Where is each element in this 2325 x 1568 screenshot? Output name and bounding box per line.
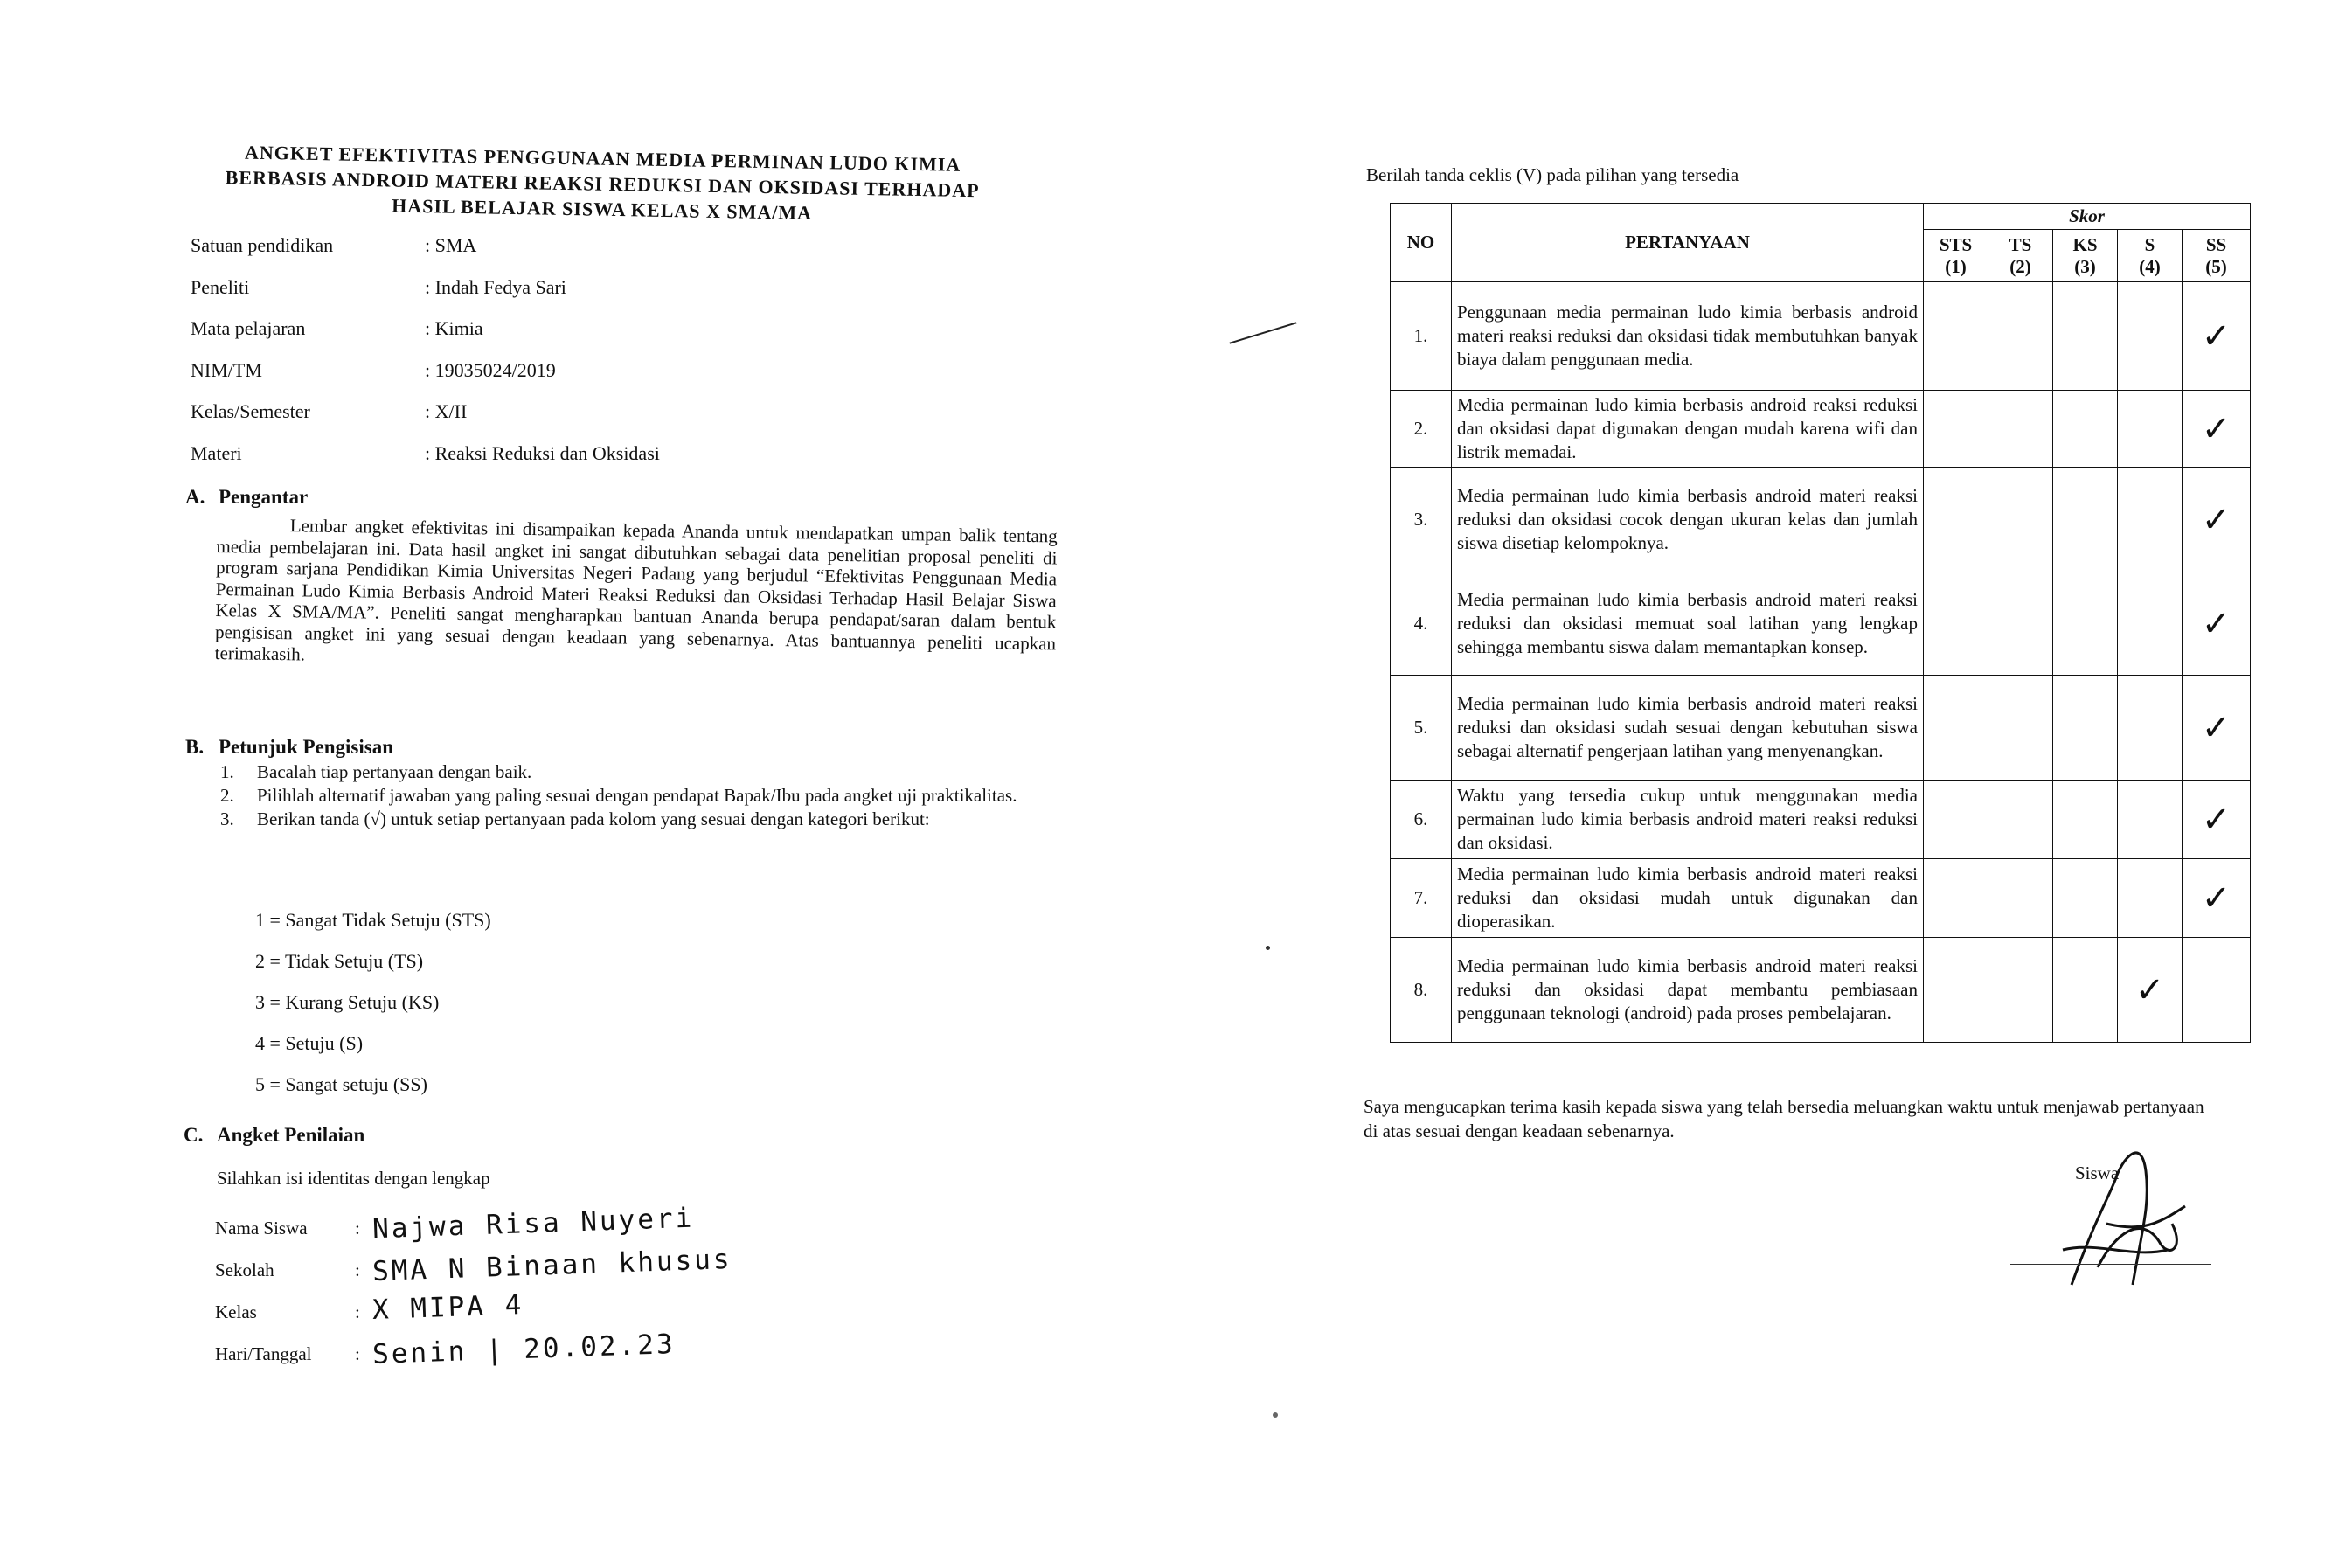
row-number: 4. — [1391, 572, 1452, 676]
identity-label: Satuan pendidikan — [191, 234, 334, 256]
score-cell-ts[interactable] — [1988, 468, 2053, 572]
score-cell-sts[interactable] — [1924, 676, 1988, 781]
fill-label: Hari/Tanggal — [215, 1343, 312, 1364]
instruction-list — [220, 762, 1059, 833]
fill-colon: : — [355, 1259, 360, 1280]
fill-label: Sekolah — [215, 1259, 274, 1280]
score-header: Skor — [1924, 204, 2251, 230]
score-cell-ss[interactable] — [2183, 938, 2251, 1043]
section-c-heading — [184, 1124, 364, 1147]
question-text: Media permainan ludo kimia berbasis android materi reaksi reduksi dan oksidasi memuat soal latihan yang lengkap sehingga membantu siswa dalam memantapkan konsep. — [1452, 572, 1924, 676]
identity-label: Materi — [191, 441, 242, 464]
identity-value: : Kimia — [425, 317, 483, 339]
score-num: (4) — [2139, 255, 2161, 277]
score-cell-ks[interactable] — [2053, 391, 2118, 468]
title-line: HASIL BELAJAR SISWA KELAS X SMA/MA — [392, 194, 813, 224]
scale-item: 5 = Sangat setuju (SS) — [255, 1073, 427, 1095]
question-text: Penggunaan media permainan ludo kimia berbasis android materi reaksi reduksi dan oksidasi tidak membutuhkan banyak biaya dalam penggunaan media. — [1452, 282, 1924, 391]
identity-row — [191, 276, 802, 318]
title-line: BERBASIS ANDROID MATERI REAKSI REDUKSI DAN OKSIDASI TERHADAP — [225, 166, 980, 202]
score-num: (1) — [1945, 255, 1967, 277]
section-letter: C. — [184, 1124, 204, 1146]
row-number: 1. — [1391, 282, 1452, 391]
question-text: Media permainan ludo kimia berbasis android materi reaksi reduksi dan oksidasi sudah sesuai dengan kebutuhan siswa sebagai alternatif pengerjaan latihan yang menyenangkan. — [1452, 676, 1924, 781]
score-cell-sts[interactable] — [1924, 572, 1988, 676]
score-cell-ss[interactable] — [2183, 859, 2251, 938]
section-b-heading — [185, 736, 393, 759]
score-cell-s[interactable] — [2118, 676, 2183, 781]
fill-row — [215, 1239, 733, 1288]
scan-dot — [1266, 946, 1270, 950]
score-cell-ts[interactable] — [1988, 282, 2053, 391]
check-mark-icon: ✓ — [2201, 799, 2231, 840]
score-cell-s[interactable] — [2118, 282, 2183, 391]
identity-label: Kelas/Semester — [191, 400, 310, 422]
identity-row — [191, 442, 802, 484]
intro-paragraph: Lembar angket efektivitas ini disampaikan kepada Ananda untuk mendapatkan umpan balik tentang media pembelajaran ini. Data hasil angket ini sangat dibutuhkan sebagai data penelitian proposal peneliti di program sarjana Pendidikan Kimia Universitas Negeri Padang yang berjudul “Efektivitas Penggunaan Media Permainan Ludo Kimia Berbasis Android Materi Reaksi Reduksi dan Oksidasi Terhadap Hasil Belajar Siswa Kelas X SMA/MA”. Peneliti sangat mengharapkan bantuan Ananda berupa pendapat/saran dalam bentuk pengisisan angket ini yang sesuai dengan keadaan yang sebenarnya. Atas bantuannya peneliti ucapkan terimakasih. — [214, 515, 1058, 665]
score-cell-ks[interactable] — [2053, 676, 2118, 781]
student-identity-form — [215, 1197, 733, 1371]
score-num: (5) — [2205, 255, 2227, 277]
instruction-text: Pilihlah alternatif jawaban yang paling sesuai dengan pendapat Bapak/Ibu pada angket uji praktikalitas. — [257, 785, 1017, 806]
score-abbr: STS — [1939, 233, 1973, 255]
identity-value: : SMA — [425, 234, 477, 256]
score-cell-sts[interactable] — [1924, 938, 1988, 1043]
identity-label: Mata pelajaran — [191, 317, 306, 339]
score-abbr: S — [2144, 233, 2155, 255]
identity-value: : Reaksi Reduksi dan Oksidasi — [425, 441, 660, 464]
title-line: ANGKET EFEKTIVITAS PENGGUNAAN MEDIA PERMINAN LUDO KIMIA — [244, 141, 961, 176]
row-number: 2. — [1391, 391, 1452, 468]
instruction-number: 3. — [220, 808, 234, 829]
instruction-item — [220, 786, 1059, 806]
col-question-header: PERTANYAAN — [1452, 204, 1924, 282]
score-cell-ss[interactable] — [2183, 468, 2251, 572]
identity-label: Peneliti — [191, 275, 250, 298]
instruction-text: Bacalah tiap pertanyaan dengan baik. — [257, 761, 532, 782]
score-cell-ts[interactable] — [1988, 859, 2053, 938]
scan-dot — [1273, 1412, 1278, 1418]
scale-item: 4 = Setuju (S) — [255, 1032, 364, 1054]
survey-row — [1391, 282, 2251, 391]
instruction-number: 1. — [220, 761, 234, 782]
survey-row — [1391, 859, 2251, 938]
row-number: 3. — [1391, 468, 1452, 572]
score-cell-ss[interactable] — [2183, 391, 2251, 468]
rating-scale-list — [255, 909, 491, 1114]
survey-row — [1391, 676, 2251, 781]
score-cell-ks[interactable] — [2053, 282, 2118, 391]
section-title: Petunjuk Pengisisan — [219, 736, 394, 758]
check-mark-icon: ✓ — [2201, 499, 2231, 540]
score-cell-s[interactable] — [2118, 781, 2183, 859]
signature-stroke — [2063, 1153, 2185, 1285]
scan-mark — [1229, 322, 1296, 343]
fill-row — [215, 1281, 732, 1327]
score-cell-ts[interactable] — [1988, 938, 2053, 1043]
identity-label: NIM/TM — [191, 358, 262, 381]
score-cell-ss[interactable] — [2183, 282, 2251, 391]
score-num: (2) — [2009, 255, 2031, 277]
fill-row — [215, 1323, 732, 1371]
survey-table — [1390, 203, 2251, 1043]
check-mark-icon: ✓ — [2201, 878, 2231, 919]
identity-value: : X/II — [425, 400, 468, 422]
score-cell-ts[interactable] — [1988, 781, 2053, 859]
section-title: Angket Penilaian — [217, 1124, 365, 1146]
score-cell-sts[interactable] — [1924, 781, 1988, 859]
identity-value: : Indah Fedya Sari — [425, 275, 566, 298]
instruction-text: Berikan tanda (√) untuk setiap pertanyaan pada kolom yang sesuai dengan kategori berikut: — [257, 808, 930, 829]
score-cell-s[interactable] — [2118, 859, 2183, 938]
question-text: Waktu yang tersedia cukup untuk menggunakan media permainan ludo kimia berbasis android materi reaksi reduksi dan oksidasi. — [1452, 781, 1924, 859]
score-col-ks — [2053, 230, 2118, 282]
signature-mark — [2010, 1119, 2211, 1320]
identity-value: : 19035024/2019 — [425, 358, 556, 381]
score-cell-ks[interactable] — [2053, 572, 2118, 676]
score-cell-ks[interactable] — [2053, 938, 2118, 1043]
signature-label: Siswa — [2075, 1162, 2120, 1183]
score-abbr: TS — [2009, 233, 2032, 255]
check-mark-icon: ✓ — [2134, 969, 2165, 1010]
score-cell-ts[interactable] — [1988, 676, 2053, 781]
survey-body — [1391, 282, 2251, 1043]
scale-item: 3 = Kurang Setuju (KS) — [255, 991, 440, 1013]
score-cell-s[interactable] — [2118, 572, 2183, 676]
score-cell-ss[interactable] — [2183, 676, 2251, 781]
survey-row — [1391, 391, 2251, 468]
score-cell-s[interactable] — [2118, 468, 2183, 572]
question-text: Media permainan ludo kimia berbasis android materi reaksi reduksi dan oksidasi cocok dengan ukuran kelas dan jumlah siswa disetiap kelompoknya. — [1452, 468, 1924, 572]
section-title: Pengantar — [219, 486, 309, 508]
score-cell-s[interactable] — [2118, 391, 2183, 468]
score-cell-s[interactable] — [2118, 938, 2183, 1043]
identity-block — [191, 234, 802, 483]
score-cell-ss[interactable] — [2183, 781, 2251, 859]
signature-line — [2010, 1264, 2211, 1265]
section-letter: B. — [185, 736, 205, 758]
score-cell-sts[interactable] — [1924, 391, 1988, 468]
section-a-heading — [185, 486, 308, 509]
student-name-field[interactable]: Najwa Risa Nuyeri — [371, 1202, 695, 1245]
school-field[interactable]: SMA N Binaan khusus — [371, 1243, 733, 1288]
date-field[interactable]: Senin | 20.02.23 — [371, 1328, 677, 1371]
score-cell-ks[interactable] — [2053, 781, 2118, 859]
class-field[interactable]: X MIPA 4 — [371, 1288, 524, 1327]
score-cell-ts[interactable] — [1988, 572, 2053, 676]
score-cell-ts[interactable] — [1988, 391, 2053, 468]
score-cell-sts[interactable] — [1924, 468, 1988, 572]
survey-row — [1391, 572, 2251, 676]
score-col-ts — [1988, 230, 2053, 282]
score-abbr: SS — [2205, 233, 2227, 255]
question-text: Media permainan ludo kimia berbasis android materi reaksi reduksi dan oksidasi mudah untuk digunakan dan dioperasikan. — [1452, 859, 1924, 938]
row-number: 8. — [1391, 938, 1452, 1043]
section-letter: A. — [185, 486, 205, 508]
identity-row — [191, 359, 802, 401]
fill-colon: : — [355, 1301, 360, 1322]
identity-row — [191, 317, 802, 359]
identity-row — [191, 400, 802, 442]
row-number: 5. — [1391, 676, 1452, 781]
question-text: Media permainan ludo kimia berbasis android materi reaksi reduksi dan oksidasi dapat membantu pembiasaan penggunaan teknologi (android) pada proses pembelajaran. — [1452, 938, 1924, 1043]
score-cell-sts[interactable] — [1924, 859, 1988, 938]
instruction-item — [220, 809, 1059, 829]
instruction-item — [220, 762, 1059, 782]
scale-item: 1 = Sangat Tidak Setuju (STS) — [255, 909, 491, 931]
fill-row — [215, 1197, 732, 1245]
survey-row — [1391, 938, 2251, 1043]
table-instruction: Berilah tanda ceklis (V) pada pilihan yang tersedia — [1366, 164, 1739, 185]
score-col-ss — [2183, 230, 2251, 282]
check-mark-icon: ✓ — [2201, 408, 2231, 449]
question-text: Media permainan ludo kimia berbasis android reaksi reduksi dan oksidasi dapat digunakan dengan mudah karena wifi dan listrik memadai. — [1452, 391, 1924, 468]
survey-row — [1391, 468, 2251, 572]
score-cell-ks[interactable] — [2053, 468, 2118, 572]
document-title — [164, 138, 1039, 229]
scale-item: 2 = Tidak Setuju (TS) — [255, 950, 424, 972]
score-cell-sts[interactable] — [1924, 282, 1988, 391]
fill-label: Kelas — [215, 1301, 257, 1322]
score-cell-ss[interactable] — [2183, 572, 2251, 676]
identity-row — [191, 234, 802, 276]
fill-label: Nama Siswa — [215, 1218, 308, 1238]
fill-prompt: Silahkan isi identitas dengan lengkap — [217, 1168, 490, 1189]
instruction-number: 2. — [220, 785, 234, 806]
row-number: 6. — [1391, 781, 1452, 859]
fill-colon: : — [355, 1343, 360, 1364]
survey-row — [1391, 781, 2251, 859]
row-number: 7. — [1391, 859, 1452, 938]
score-abbr: KS — [2072, 233, 2098, 255]
check-mark-icon: ✓ — [2201, 707, 2231, 748]
closing-statement: Saya mengucapkan terima kasih kepada siswa yang telah bersedia meluangkan waktu untuk menjawab pertanyaan di atas sesuai dengan keadaan sebenarnya. — [1364, 1096, 2204, 1141]
score-num: (3) — [2074, 255, 2096, 277]
col-no-header: NO — [1391, 204, 1452, 282]
score-col-sts — [1924, 230, 1988, 282]
score-cell-ks[interactable] — [2053, 859, 2118, 938]
score-col-s — [2118, 230, 2183, 282]
check-mark-icon: ✓ — [2201, 316, 2231, 357]
check-mark-icon: ✓ — [2201, 603, 2231, 644]
fill-colon: : — [355, 1218, 360, 1238]
